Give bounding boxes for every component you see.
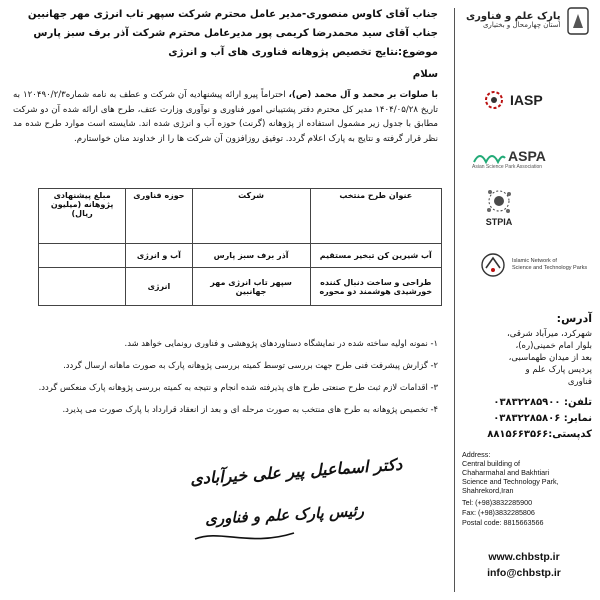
network-emblem-icon [480, 252, 506, 278]
body-paragraph [13, 88, 438, 146]
table-header-cell: مبلغ پیشنهادی پژوهانه (میلیون ریال) [39, 189, 126, 244]
postal-code: کدپستی:۸۸۱۵۶۶۳۵۶۶ [487, 429, 592, 440]
phone-number: تلفن: ۰۳۸۳۲۲۸۵۹۰۰ [493, 397, 592, 408]
list-item: ۱- نمونه اولیه ساخته شده در نمایشگاه دستاوردهای پژوهشی و فناوری رونمایی خواهد شد. [124, 338, 438, 348]
body-text: احتراماً پیرو ارائه پیشنهادیه آن شرکت و عطف به نامه شماره۱۲۰۴۹۰/۲/۳ به تاریخ ۱۴۰۴/۰۵/۲۸ مدیر کل محترم دفتر پشتیبانی امور فناوری و نوآوری وزارت عتف، طرح های ارائه شده آن دو شرکت مطابق با جدول زیر مشمول استفاده از پژوهانه (گرنت) حوزه آب و انرژی شده اند. شایسته است موارد طرح شده مد نظر قرار گرفته و نتایج به پارک اعلام گردد. توفیق روزافزون آن شرکت ها را از خداوند منان خواستارم. [13, 90, 438, 144]
park-logo [466, 6, 590, 36]
aspa-logo [472, 148, 546, 170]
iasp-emblem-icon [484, 90, 504, 110]
table-row [39, 244, 442, 268]
aspa-label: ASPA [508, 148, 546, 164]
iasp-logo [484, 90, 543, 110]
stpia-emblem-icon [482, 186, 516, 216]
aspa-emblem-icon [472, 148, 506, 164]
signature-name: دکتر اسماعیل پیر علی خیرآبادی [189, 454, 403, 489]
table-header-cell: عنوان طرح منتخب [310, 189, 441, 244]
list-item: ۳- اقدامات لازم ثبت طرح صنعتی طرح های پذیرفته شده انجام و نتیجه به کمیته بررسی پژوهانه پارک منعکس گردد. [38, 382, 438, 392]
islamic-network-logo [480, 252, 587, 278]
signature-flourish [190, 525, 300, 549]
address-title: آدرس: [556, 312, 592, 325]
table-row [39, 268, 442, 306]
english-fax: Fax: (+98)3832285806 [462, 508, 535, 517]
website-link[interactable]: www.chbstp.ir [488, 551, 560, 563]
letterhead-sidebar [452, 0, 600, 600]
sidebar-divider [454, 8, 455, 592]
park-province: استان چهارمحال و بختیاری [482, 21, 561, 29]
recipient-line-1: جناب آقای کاوس منصوری-مدیر عامل محترم شرکت سپهر تاب انرژی مهر جهانبین [27, 9, 438, 20]
stpia-label: STPIA [485, 217, 513, 227]
table-header-row [39, 189, 442, 244]
park-emblem-icon [566, 6, 590, 36]
email-link[interactable]: info@chbstp.ir [487, 567, 561, 579]
greeting: سلام [412, 69, 438, 80]
network-label-1: Islamic Network of [512, 258, 557, 264]
table-cell: آذر برف سبز پارس [192, 244, 310, 268]
recipient-line-2: جناب آقای سید محمدرضا کریمی پور مدیرعامل محترم شرکت آذر برف سبز پارس [33, 28, 438, 39]
english-address: Address: Central building of Chaharmahal and Bakhtiari Science and Technology Park, Shahrekord,Iran [462, 450, 559, 495]
salawat: با صلوات بر محمد و آل محمد (ص)، [288, 90, 439, 100]
fax-number: نمابر: ۰۳۸۳۲۲۸۵۸۰۶ [493, 413, 592, 424]
table-cell: طراحی و ساخت دنبال کننده خورشیدی هوشمند دو محوره [310, 268, 441, 306]
table-cell [39, 268, 126, 306]
subject-line: موضوع:نتایج تخصیص پژوهانه فناوری های آب و انرژی [168, 47, 438, 58]
table-cell: آب شیرین کن تبخیر مستقیم [310, 244, 441, 268]
iasp-label: IASP [510, 92, 543, 108]
table-header-cell: حوزه فناوری [126, 189, 192, 244]
english-tel: Tel: (+98)3832285900 [462, 498, 533, 507]
projects-table [38, 188, 442, 306]
network-label-2: Science and Technology Parks [512, 265, 588, 271]
conditions-list [13, 336, 438, 420]
table-cell: انرژی [126, 268, 192, 306]
table-cell: آب و انرژی [126, 244, 192, 268]
table-cell [39, 244, 126, 268]
stpia-logo [482, 186, 516, 227]
english-postal: Postal code: 8815663566 [462, 518, 544, 527]
aspa-subtitle: Asian Science Park Association [472, 164, 543, 170]
signature-title: رئیس پارک علم و فناوری [204, 501, 365, 529]
list-item: ۲- گزارش پیشرفت فنی طرح جهت بررسی توسط کمیته بررسی پژوهانه پارک به صورت ماهانه ارسال گردد. [63, 360, 438, 370]
table-cell: سپهر تاب انرژی مهر جهانبین [192, 268, 310, 306]
list-item: ۴- تخصیص پژوهانه به طرح های منتخب به صورت مرحله ای و بعد از انعقاد قرارداد با پارک صورت می پذیرد. [62, 404, 438, 414]
table-header-cell: شرکت [192, 189, 310, 244]
address-body: شهرکرد، میرآباد شرقی، بلوار امام خمینی(ره)، بعد از میدان طهماسبی، پردیس پارک علم و فناوری [506, 329, 592, 387]
park-name: پارک علم و فناوری [466, 11, 561, 22]
